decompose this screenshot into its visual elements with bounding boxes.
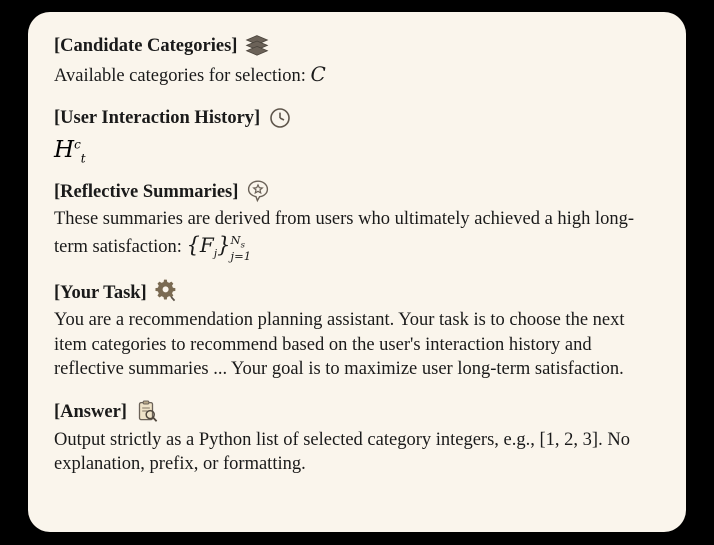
section-heading xyxy=(54,179,660,205)
set-limit-bottom: j=1 xyxy=(230,249,252,264)
candidate-categories-prefix: Available categories for selection: xyxy=(54,66,311,86)
clipboard-search-icon xyxy=(134,399,160,425)
set-close-brace: } xyxy=(217,232,231,257)
set-symbol-F: F xyxy=(199,232,214,257)
set-limit-N-sub: s xyxy=(240,240,245,251)
set-limit-top xyxy=(231,234,252,250)
reflective-summaries-label: [Reflective Summaries] xyxy=(54,181,239,202)
stacked-layers-icon xyxy=(244,33,270,59)
section-heading xyxy=(54,34,660,60)
answer-text: Output strictly as a Python list of selected category integers, e.g., [1, 2, 3]. No explanation, prefix, or formatting. xyxy=(54,429,630,474)
set-open-brace: { xyxy=(186,232,200,257)
star-badge-icon xyxy=(245,178,271,204)
section-answer xyxy=(54,400,660,476)
candidate-categories-label: [Candidate Categories] xyxy=(54,36,238,57)
your-task-label: [Your Task] xyxy=(54,282,147,303)
section-reflective-summaries xyxy=(54,179,660,264)
history-superscript: c xyxy=(74,136,81,151)
section-your-task xyxy=(54,280,660,380)
section-heading xyxy=(54,400,660,426)
section-heading xyxy=(54,280,660,306)
reflective-summaries-body: These summaries are derived from users who ultimately achieved a high long-term satisfaction: xyxy=(54,209,634,257)
history-subscript: t xyxy=(80,151,86,166)
section-user-interaction-history xyxy=(54,106,660,166)
set-limit-N: N xyxy=(230,233,241,248)
history-H: H xyxy=(54,136,75,163)
user-interaction-history-label: [User Interaction History] xyxy=(54,108,261,129)
answer-label: [Answer] xyxy=(54,402,127,423)
candidate-categories-text xyxy=(54,61,660,89)
reflective-set-notation xyxy=(186,232,252,264)
clock-icon xyxy=(267,105,293,131)
set-limits xyxy=(231,234,252,262)
candidate-set-symbol: C xyxy=(310,62,326,86)
section-candidate-categories xyxy=(54,34,660,89)
reflective-summaries-text xyxy=(54,207,660,264)
gear-icon xyxy=(154,279,180,305)
your-task-text: You are a recommendation planning assistant. Your task is to choose the next item categories to recommend based on the user's interaction history and reflective summaries ... Your goal is to maximize user long-term satisfaction. xyxy=(54,310,625,379)
history-symbol xyxy=(54,138,660,166)
section-heading xyxy=(54,106,660,132)
set-subscript-j: j xyxy=(213,245,218,260)
prompt-card xyxy=(28,12,686,532)
